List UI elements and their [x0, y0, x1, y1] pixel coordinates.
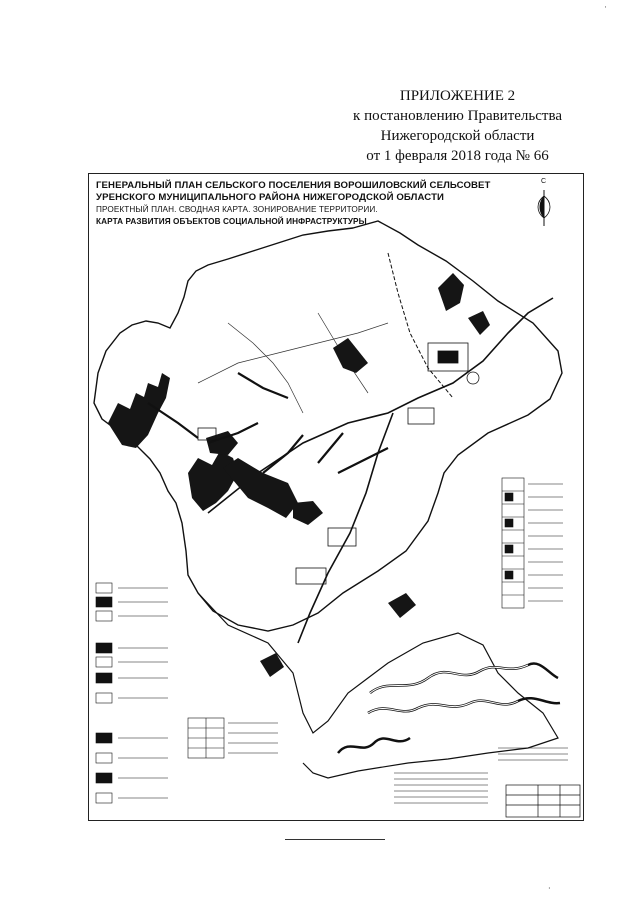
forest-zone: [388, 593, 416, 618]
header-line-3: Нижегородской области: [380, 128, 535, 144]
map-title-line-2: УРЕНСКОГО МУНИЦИПАЛЬНОГО РАЙОНА НИЖЕГОРОДСКОЙ ОБЛАСТИ: [96, 192, 445, 203]
header-line-2: к постановлению Правительства: [353, 108, 562, 124]
header-line-4: от 1 февраля 2018 года № 66: [366, 148, 549, 164]
title-stamp: [506, 785, 580, 817]
map-title-line-1: ГЕНЕРАЛЬНЫЙ ПЛАН СЕЛЬСКОГО ПОСЕЛЕНИЯ ВОРОШИЛОВСКИЙ СЕЛЬСОВЕТ: [96, 180, 491, 191]
legend-block: [188, 718, 278, 758]
signature-line: [285, 839, 385, 840]
map-title-line-3: ПРОЕКТНЫЙ ПЛАН. СВОДНАЯ КАРТА. ЗОНИРОВАНИЕ ТЕРРИТОРИИ.: [96, 205, 378, 214]
header-line-1: ПРИЛОЖЕНИЕ 2: [399, 88, 516, 104]
settlement-boundary: [94, 221, 562, 631]
appendix-header: [353, 86, 562, 166]
page-mark: ·: [548, 884, 551, 893]
settlement-map[interactable]: [88, 173, 584, 821]
map-title-line-4: КАРТА РАЗВИТИЯ ОБЪЕКТОВ СОЦИАЛЬНОЙ ИНФРАСТРУКТУРЫ: [96, 217, 367, 226]
forest-zone: [260, 653, 284, 677]
river-meander: [338, 664, 560, 753]
legend-table: [502, 478, 563, 608]
compass-label: С: [541, 178, 547, 185]
corner-mark: ·: [604, 2, 607, 12]
legend-block: [96, 583, 168, 803]
